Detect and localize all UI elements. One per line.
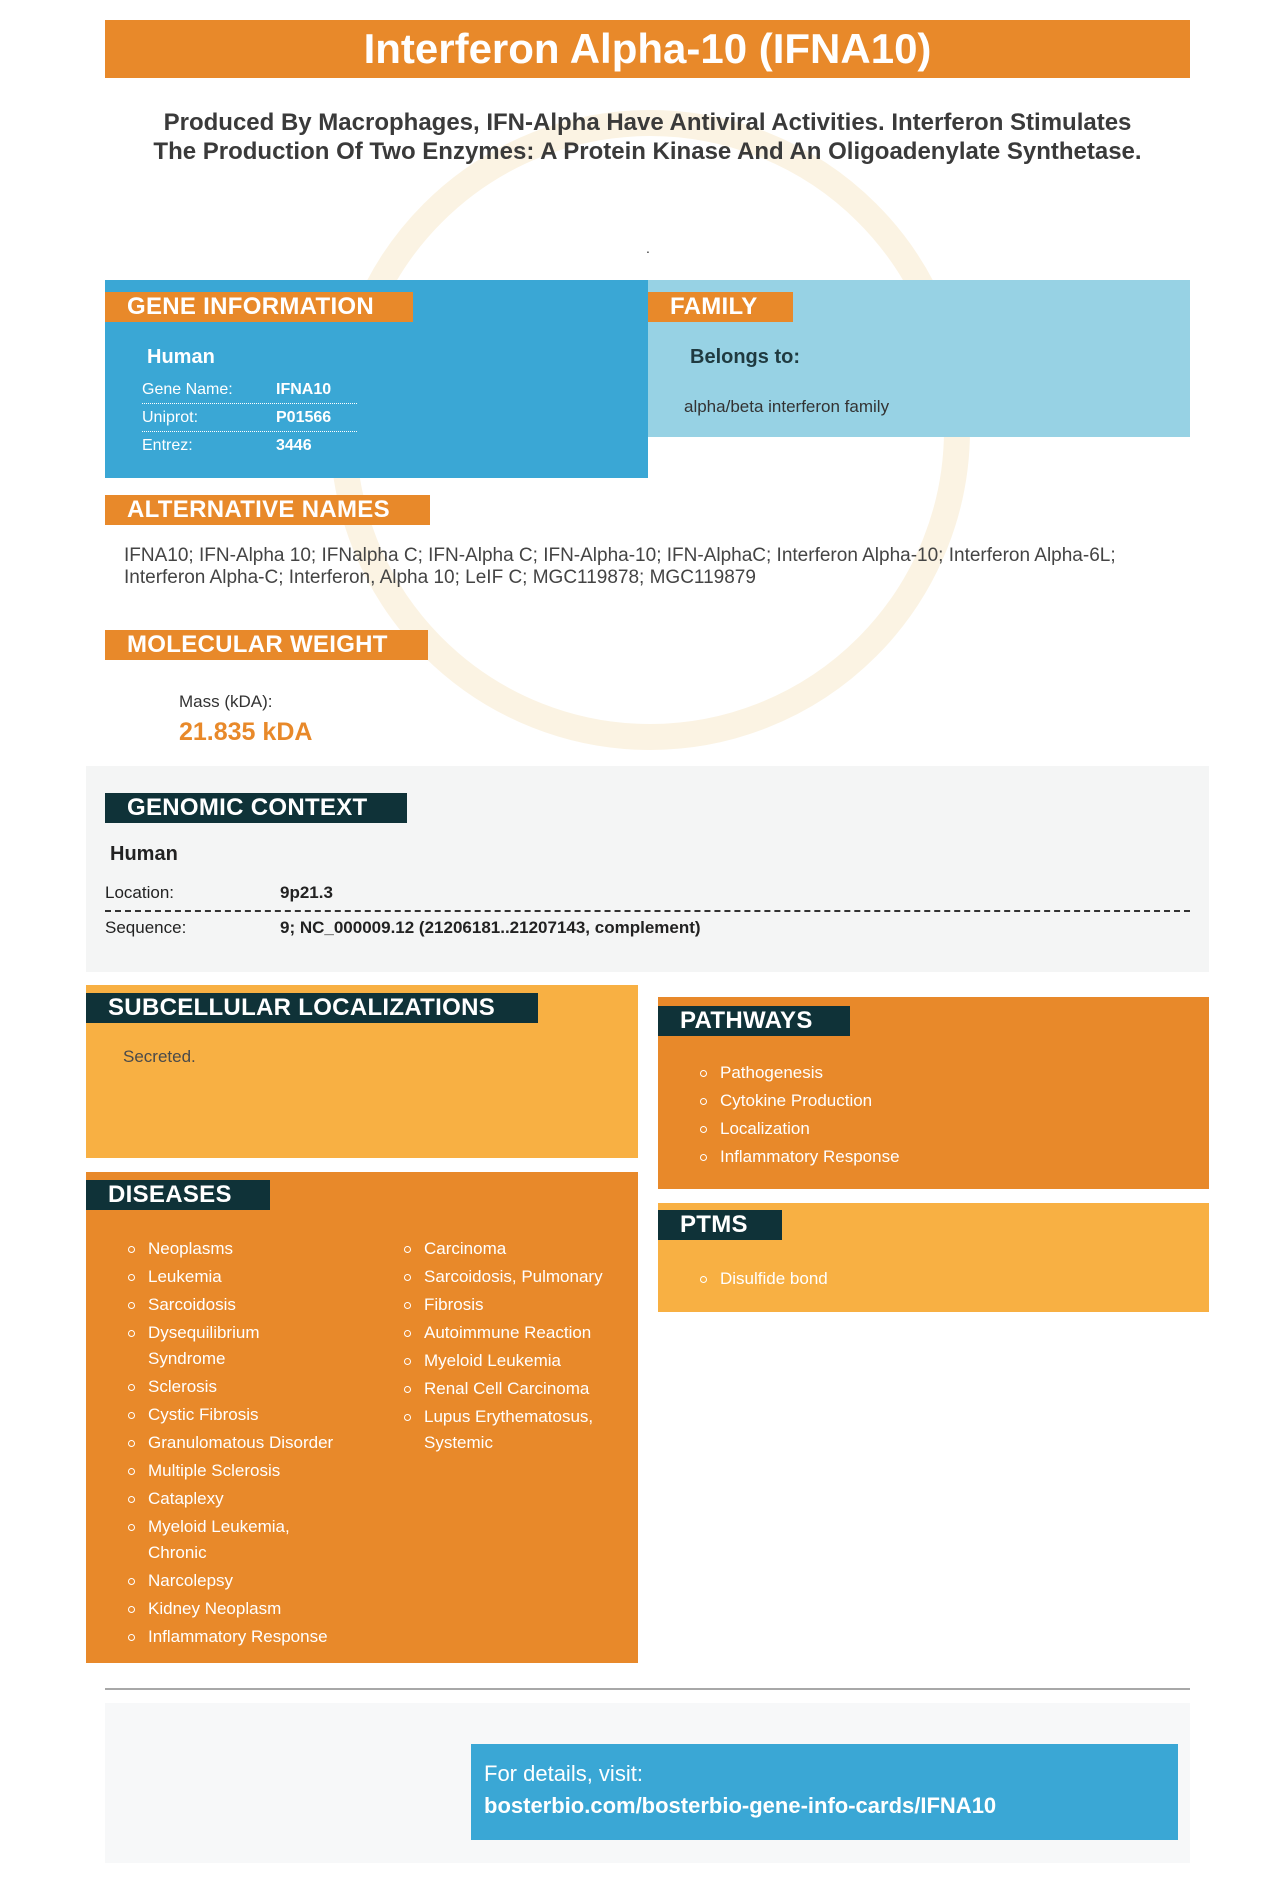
molecular-weight-header: MOLECULAR WEIGHT <box>105 630 428 660</box>
list-item: Sclerosis <box>124 1374 364 1400</box>
list-item: Autoimmune Reaction <box>400 1320 620 1346</box>
ptms-header: PTMS <box>658 1210 782 1240</box>
list-item: Cytokine Production <box>696 1088 900 1114</box>
pathways-header: PATHWAYS <box>658 1006 850 1036</box>
gene-information-header: GENE INFORMATION <box>105 292 413 322</box>
mass-label: Mass (kDA): <box>179 692 273 711</box>
details-url-link[interactable]: bosterbio.com/bosterbio-gene-info-cards/IFNA10 <box>484 1793 997 1818</box>
protein-description: Produced By Macrophages, IFN-Alpha Have Antiviral Activities. Interferon Stimulates The Production Of Two Enzymes: A Protein Kinase And An Oligoadenylate Synthetase. <box>153 109 1142 165</box>
diseases-list-column-1 <box>124 1236 364 1652</box>
uniprot-row <box>142 404 357 432</box>
location-value: 9p21.3 <box>280 883 333 902</box>
entrez-value: 3446 <box>276 437 312 454</box>
subcellular-text: Secreted. <box>123 1047 196 1066</box>
sequence-value: 9; NC_000009.12 (21206181..21207143, complement) <box>280 918 701 937</box>
sequence-label: Sequence: <box>105 918 187 937</box>
location-label: Location: <box>105 883 174 902</box>
gene-name-value: IFNA10 <box>276 381 332 398</box>
list-item: Disulfide bond <box>696 1266 828 1292</box>
mass-value: 21.835 kDA <box>179 718 313 746</box>
list-item: Myeloid Leukemia, Chronic <box>124 1514 298 1566</box>
list-item: Granulomatous Disorder <box>124 1430 364 1456</box>
list-item: Dysequilibrium Syndrome <box>124 1320 298 1372</box>
list-item: Fibrosis <box>400 1292 620 1318</box>
alternative-names-text: IFNA10; IFN-Alpha 10; IFNalpha C; IFN-Alpha C; IFN-Alpha-10; IFN-AlphaC; Interferon Alpha-10; Interferon Alpha-6L; Interferon Alpha-C; Interferon, Alpha 10; LeIF C; MGC119878; MGC119879 <box>124 545 1116 588</box>
uniprot-value: P01566 <box>276 409 332 426</box>
separator-dot: . <box>646 240 650 256</box>
sequence-row <box>105 911 1190 945</box>
alternative-names-header: ALTERNATIVE NAMES <box>105 495 430 525</box>
footer-divider <box>105 1688 1190 1690</box>
list-item: Lupus Erythematosus, Systemic <box>400 1404 604 1456</box>
gene-name-row <box>142 376 357 404</box>
list-item: Multiple Sclerosis <box>124 1458 364 1484</box>
list-item: Sarcoidosis, Pulmonary <box>400 1264 620 1290</box>
list-item: Myeloid Leukemia <box>400 1348 620 1374</box>
subcellular-header: SUBCELLULAR LOCALIZATIONS <box>86 993 538 1023</box>
diseases-list-column-2 <box>400 1236 620 1458</box>
family-belongs-label: Belongs to: <box>690 346 800 368</box>
list-item: Inflammatory Response <box>696 1144 900 1170</box>
family-header: FAMILY <box>648 292 793 322</box>
details-link-box[interactable] <box>471 1744 1178 1840</box>
diseases-header: DISEASES <box>86 1180 270 1210</box>
list-item: Leukemia <box>124 1264 364 1290</box>
list-item: Cataplexy <box>124 1486 364 1512</box>
uniprot-label: Uniprot: <box>142 409 199 426</box>
list-item: Neoplasms <box>124 1236 364 1262</box>
list-item: Renal Cell Carcinoma <box>400 1376 620 1402</box>
list-item: Sarcoidosis <box>124 1292 364 1318</box>
entrez-row <box>142 432 357 459</box>
location-row <box>105 876 1190 912</box>
list-item: Narcolepsy <box>124 1568 364 1594</box>
gene-species: Human <box>147 346 215 368</box>
list-item: Kidney Neoplasm <box>124 1596 364 1622</box>
genomic-species: Human <box>110 843 178 865</box>
details-visit-label: For details, visit: <box>484 1761 643 1786</box>
entrez-label: Entrez: <box>142 437 193 454</box>
genomic-context-header: GENOMIC CONTEXT <box>105 793 407 823</box>
ptms-list <box>696 1266 828 1294</box>
list-item: Pathogenesis <box>696 1060 900 1086</box>
list-item: Carcinoma <box>400 1236 620 1262</box>
list-item: Inflammatory Response <box>124 1624 364 1650</box>
gene-name-label: Gene Name: <box>142 381 233 398</box>
list-item: Localization <box>696 1116 900 1142</box>
list-item: Cystic Fibrosis <box>124 1402 364 1428</box>
pathways-list <box>696 1060 900 1172</box>
family-value: alpha/beta interferon family <box>684 397 890 416</box>
page-title: Interferon Alpha-10 (IFNA10) <box>105 20 1190 78</box>
